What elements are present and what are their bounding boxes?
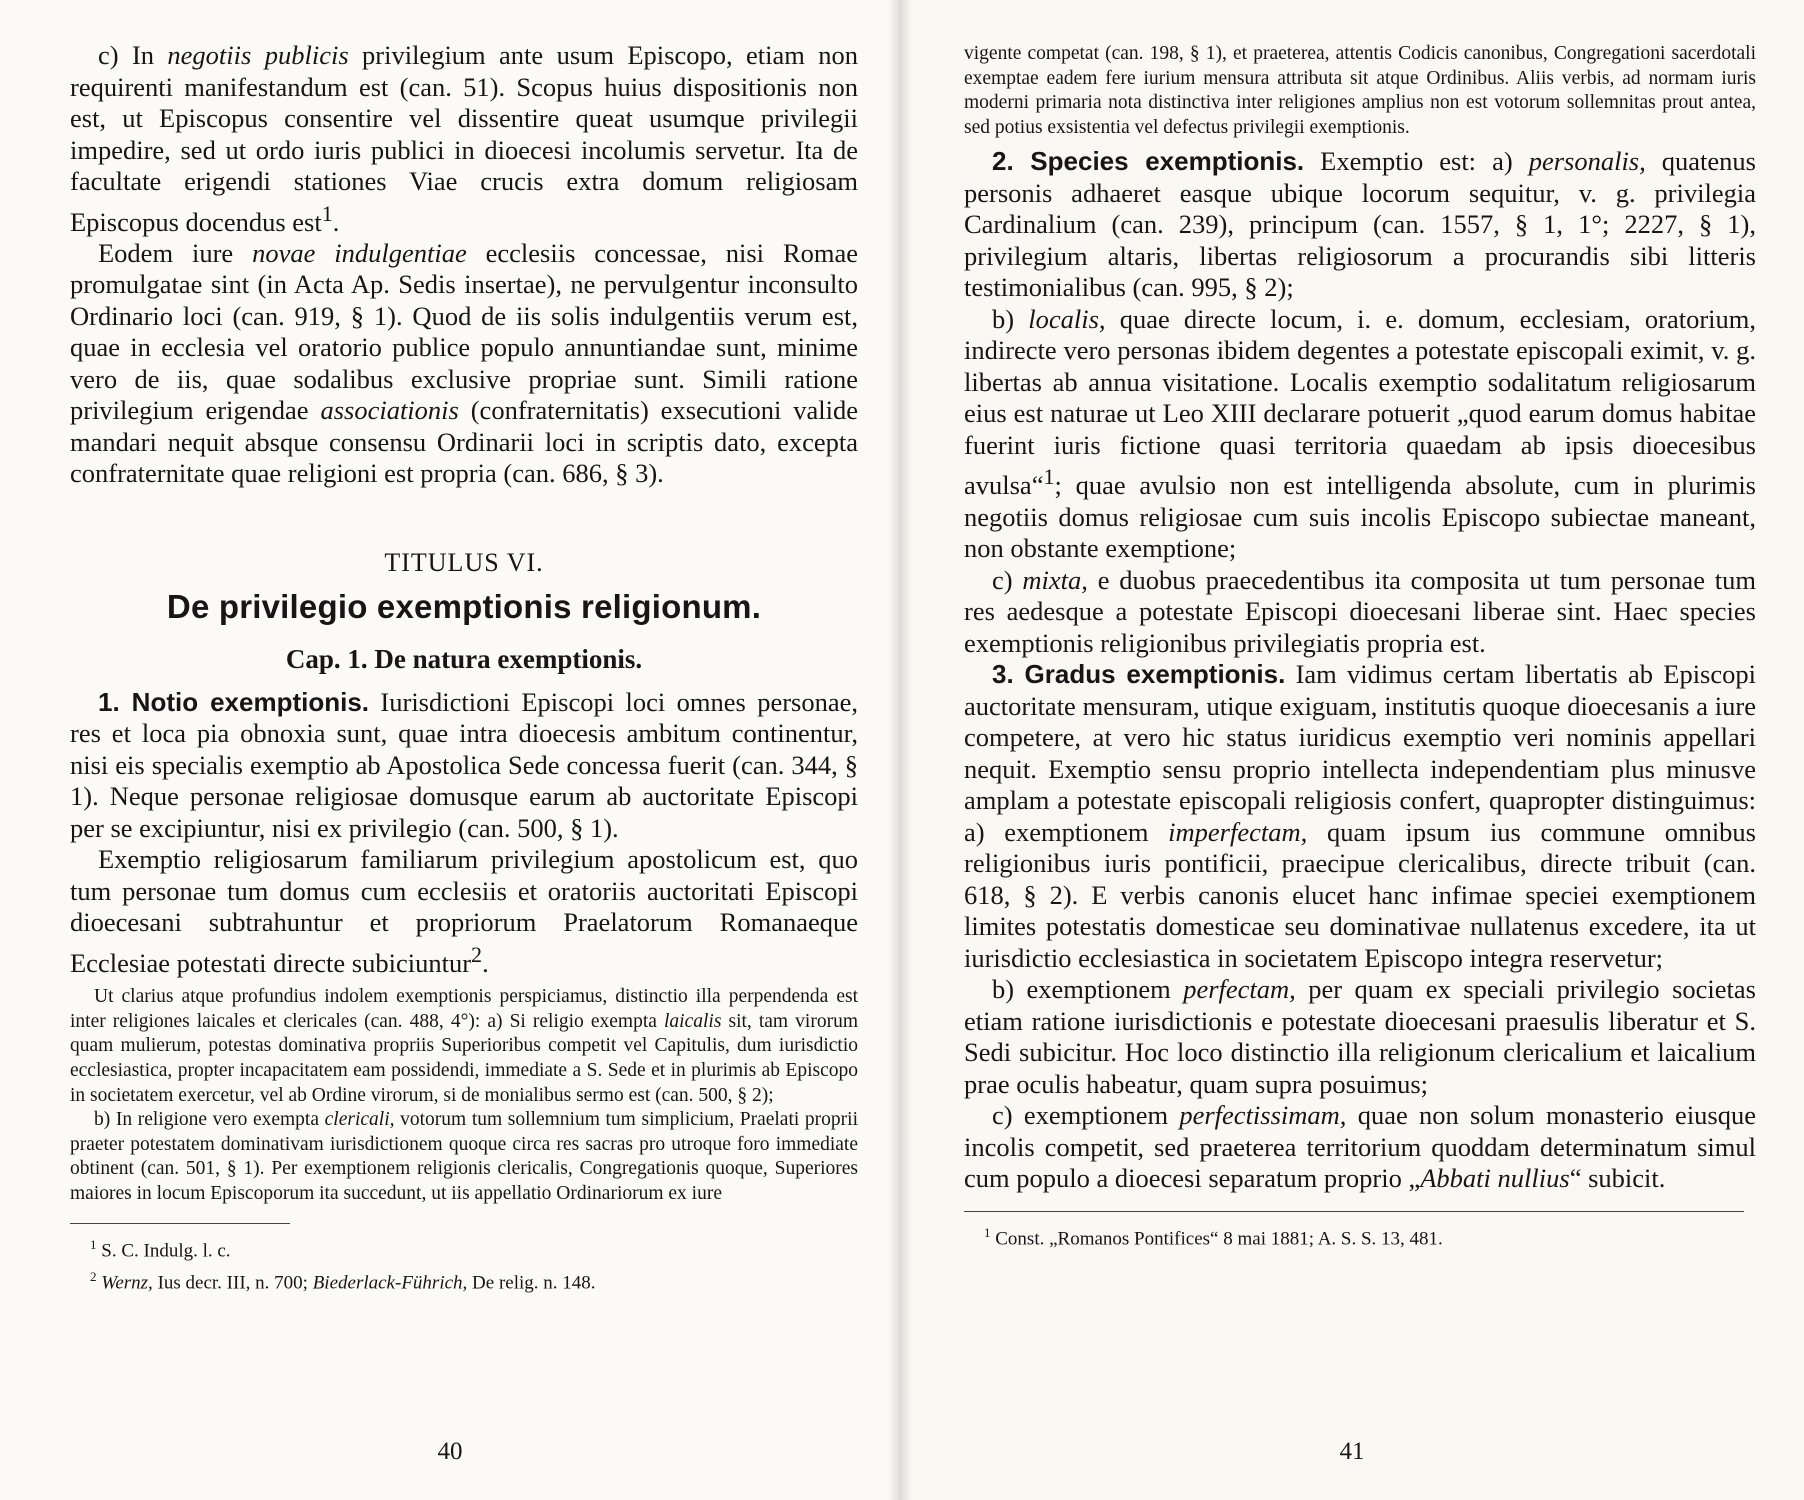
- paragraph-exemptio: Exemptio religiosarum familiarum privilegium apostolicum est, quo tum personae tum domus cum ecclesiis et oratoriis auctoritati Episcopi dioecesani subtrahuntur et propriorum Praelatorum Romanaeque Ecclesiae potestati directe subiciuntur$^2$.: [70, 844, 858, 978]
- right-page: [900, 0, 1804, 1500]
- paragraph-notio: 1. Notio exemptionis. Iurisdictioni Episcopi loci omnes personae, res et loca pia obnoxia sunt, quae intra dioecesis ambitum continentur, nisi eis specialis exemptio ab Apostolica Sede concessa fuerit (can. 344, § 1). Neque personae religiosae domusque earum ab auctoritate Episcopi per se excipiuntur, nisi ex privilegio (can. 500, § 1).: [70, 686, 858, 843]
- page-number-left: 40: [437, 1438, 463, 1465]
- footnote-right-1: $^1$ Const. „Romanos Pontifices“ 8 mai 1881; A. S. S. 13, 481.: [984, 1224, 1443, 1250]
- left-page: [0, 0, 900, 1500]
- paragraph-localis: b) localis, quae directe locum, i. e. domum, ecclesiam, oratorium, indirecte vero personas ibidem degentes a potestate episcopali eximit, v. g. libertas ab annua visitatione. Localis exemptio sodalitatum religiosarum eius est naturae ut Leo XIII declarare potuerit „quod earum domus habitae fuerint iuris fictione quasi territoria quaedam ab ipsis dioecesibus avulsa“$^1$; quae avulsio non est intelligenda absolute, cum in plurimis negotiis domus religiosae cum suis incolis Episcopo subiectae maneant, non obstante exemptione;: [964, 303, 1757, 564]
- page-number-right: 41: [1339, 1438, 1365, 1465]
- small-paragraph-continued: vigente competat (can. 198, § 1), et praeterea, attentis Codicis canonibus, Congregationi sacerdotali exemptae eadem fere iurium mensura attributa sit atque Ordinibus. Aliis verbis, ad normam iuris moderni primaria nota distinctiva inter religiones amplius non est votorum sollemnitas prout antea, sed potius exsistentia vel defectus privilegii exemptionis.: [964, 43, 1756, 138]
- small-paragraph-laicalis: Ut clarius atque profundius indolem exemptionis perspiciamus, distinctio illa perpendenda est inter religiones laicales et clericales (can. 488, 4°): a) Si religio exempta laicalis sit, tam virorum quam mulierum, potestas dominativa propriis Superioribus competit vel Capitulis, dum iurisdictio ecclesiastica, propter incapacitatem eam possidendi, immediate a S. Sede et in plurimis ab Episcopo in societatem exercetur, vel ab Ordine virorum, si de monialibus sermo est (can. 500, § 2);: [70, 986, 858, 1106]
- paragraph-perfectissimam: c) exemptionem perfectissimam, quae non solum monasterio eiusque incolis competit, sed praeterea territorium quoddam determinatum simul cum populo a dioecesi separatum proprio „Abbati nullius“ subicit.: [964, 1100, 1757, 1194]
- paragraph-perfectam: b) exemptionem perfectam, per quam ex speciali privilegio societas etiam ratione iurisdictionis e potestate dioecesani praesulis liberatur et S. Sedi subicitur. Hoc loco distinctio illa religionum clericalium et laicalium prae oculis habeatur, quam supra posuimus;: [964, 974, 1756, 1099]
- footnote-rule: [70, 1223, 290, 1224]
- chapter-heading: Cap. 1. De natura exemptionis.: [285, 643, 643, 674]
- paragraph-gradus: 3. Gradus exemptionis. Iam vidimus certam libertatis ab Episcopi auctoritate mensuram, utique exiguam, institutis quoque dioecesanis a iure competere, at vero hic status iuridicus exemptio veri nominis appellari nequit. Exemptio sensu proprio intellecta independentiam plus minusve amplam a potestate episcopali religiosis confert, quapropter distinguimus: a) exemptionem imperfectam, quam ipsum ius commune omnibus religionibus iuris pontificii, praecipue clericalibus, directe tribuit (can. 618, § 2). E verbis canonis elucet hanc infimae speciei exemptionem limites potestatis domesticae seu dominativae nullatenus excedere, ita ut iurisdictio ecclesiastica in societatem Episcopo integra reservetur;: [964, 659, 1756, 973]
- section-heading: De privilegio exemptionis religionum.: [166, 587, 762, 625]
- footnote-rule-right: [964, 1211, 1744, 1212]
- paragraph-species: 2. Species exemptionis. Exemptio est: a) personalis, quatenus personis adhaeret easque ubique locorum sequitur, v. g. privilegia Cardinalium (can. 239), principum (can. 1557, § 1, 1°; 2227, § 1), privilegium altaris, libertas religiosorum a procurandis sibi litteris testimonialibus (can. 995, § 2);: [964, 146, 1756, 303]
- paragraph-mixta: c) mixta, e duobus praecedentibus ita composita ut tum personae tum res aedesque a potestate Episcopi dioecesani liberae sint. Haec species exemptionis religionibus privilegiatis propria est.: [964, 564, 1756, 658]
- footnote-2: $^2$ Wernz, Ius decr. III, n. 700; Biederlack-Führich, De relig. n. 148.: [90, 1268, 596, 1294]
- small-paragraph-clericalis: b) In religione vero exempta clericali, votorum tum sollemnium tum simplicium, Praelati proprii praeter potestatem dominativam iurisdictionem quoque circa res sacras pro utroque foro immediate obtinent (can. 501, § 1). Per exemptionem religionis clericalis, Congregationis quoque, Superiores maiores in locum Episcoporum ita succedunt, ut iis appellatio Ordinariorum ex iure: [70, 1109, 858, 1204]
- paragraph-eodem: Eodem iure novae indulgentiae ecclesiis concessae, nisi Romae promulgatae sint (in Acta Ap. Sedis insertae), ne pervulgentur inconsulto Ordinario loci (can. 919, § 1). Quod de iis solis indulgentiis verum est, quae in ecclesia vel oratorio publice populo annuntiandae sunt, minime vero de iis, quae sodalibus exclusive propriae sunt. Simili ratione privilegium erigendae associationis (confraternitatis) exsecutioni valide mandari nequit absque consensu Ordinarii loci in scriptis dato, excepta confraternitate quae religioni est propria (can. 686, § 3).: [70, 237, 859, 489]
- titulus: TITULUS VI.: [384, 547, 544, 577]
- paragraph-c: c) In negotiis publicis privilegium ante usum Episcopo, etiam non requirenti manifestandum est (can. 51). Scopus huius dispositionis non est, ut Episcopus consentire vel dissentire queat usumque privilegii impedire, sed ut ordo iuris publici in dioecesi incolumis servetur. Ita de facultate erigendi stationes Viae crucis extra domum religiosam Episcopus docendus est$^1$.: [70, 40, 858, 237]
- footnote-1: $^1$ S. C. Indulg. l. c.: [90, 1236, 231, 1261]
